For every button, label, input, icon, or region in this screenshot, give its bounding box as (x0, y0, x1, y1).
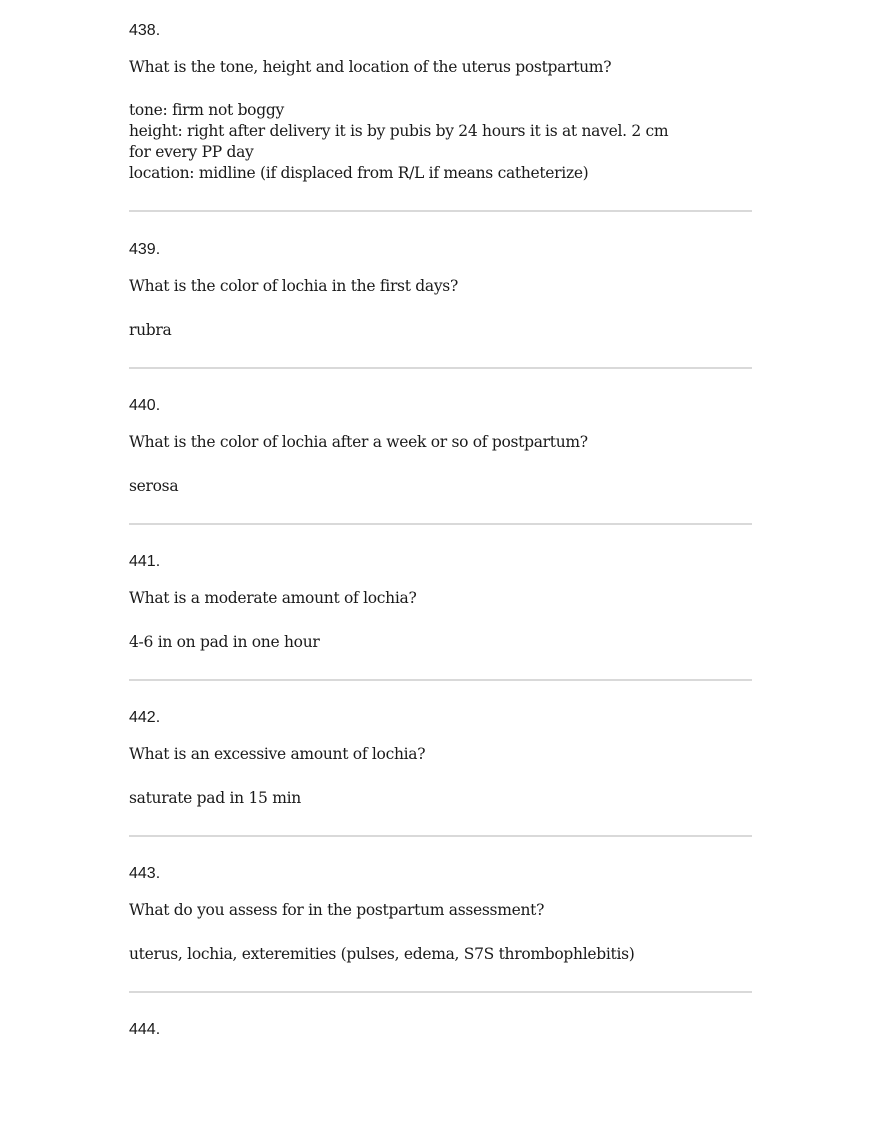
flashcard (129, 0, 752, 212)
card-answer: uterus, lochia, exteremities (pulses, edema, S7S thrombophlebitis) (129, 945, 635, 963)
card-question: What is an excessive amount of lochia? (129, 745, 426, 763)
card-number: 439. (129, 241, 161, 258)
flashcard (129, 369, 752, 525)
card-number: 438. (129, 22, 161, 39)
card-answer: 4-6 in on pad in one hour (129, 633, 320, 651)
card-answer (129, 100, 668, 184)
card-number: 443. (129, 865, 161, 882)
flashcard (129, 993, 752, 1133)
card-question: What is a moderate amount of lochia? (129, 589, 417, 607)
answer-line: for every PP day (129, 143, 254, 161)
card-question: What is the color of lochia after a week or so of postpartum? (129, 433, 588, 451)
card-number: 444. (129, 1021, 161, 1038)
card-question: What is the tone, height and location of the uterus postpartum? (129, 58, 612, 76)
card-question: What do you assess for in the postpartum assessment? (129, 901, 545, 919)
answer-line: tone: firm not boggy (129, 101, 284, 119)
card-question: What is the color of lochia in the first days? (129, 277, 458, 295)
flashcard (129, 525, 752, 681)
card-number: 440. (129, 397, 161, 414)
card-number: 441. (129, 553, 161, 570)
flashcard (129, 837, 752, 993)
answer-line: location: midline (if displaced from R/L if means catheterize) (129, 164, 589, 182)
answer-line: height: right after delivery it is by pubis by 24 hours it is at navel. 2 cm (129, 122, 669, 140)
card-answer: saturate pad in 15 min (129, 789, 301, 807)
card-number: 442. (129, 709, 161, 726)
card-answer: serosa (129, 477, 179, 495)
flashcard-list (129, 0, 752, 1133)
flashcard (129, 681, 752, 837)
card-answer: rubra (129, 321, 172, 339)
flashcard (129, 212, 752, 369)
